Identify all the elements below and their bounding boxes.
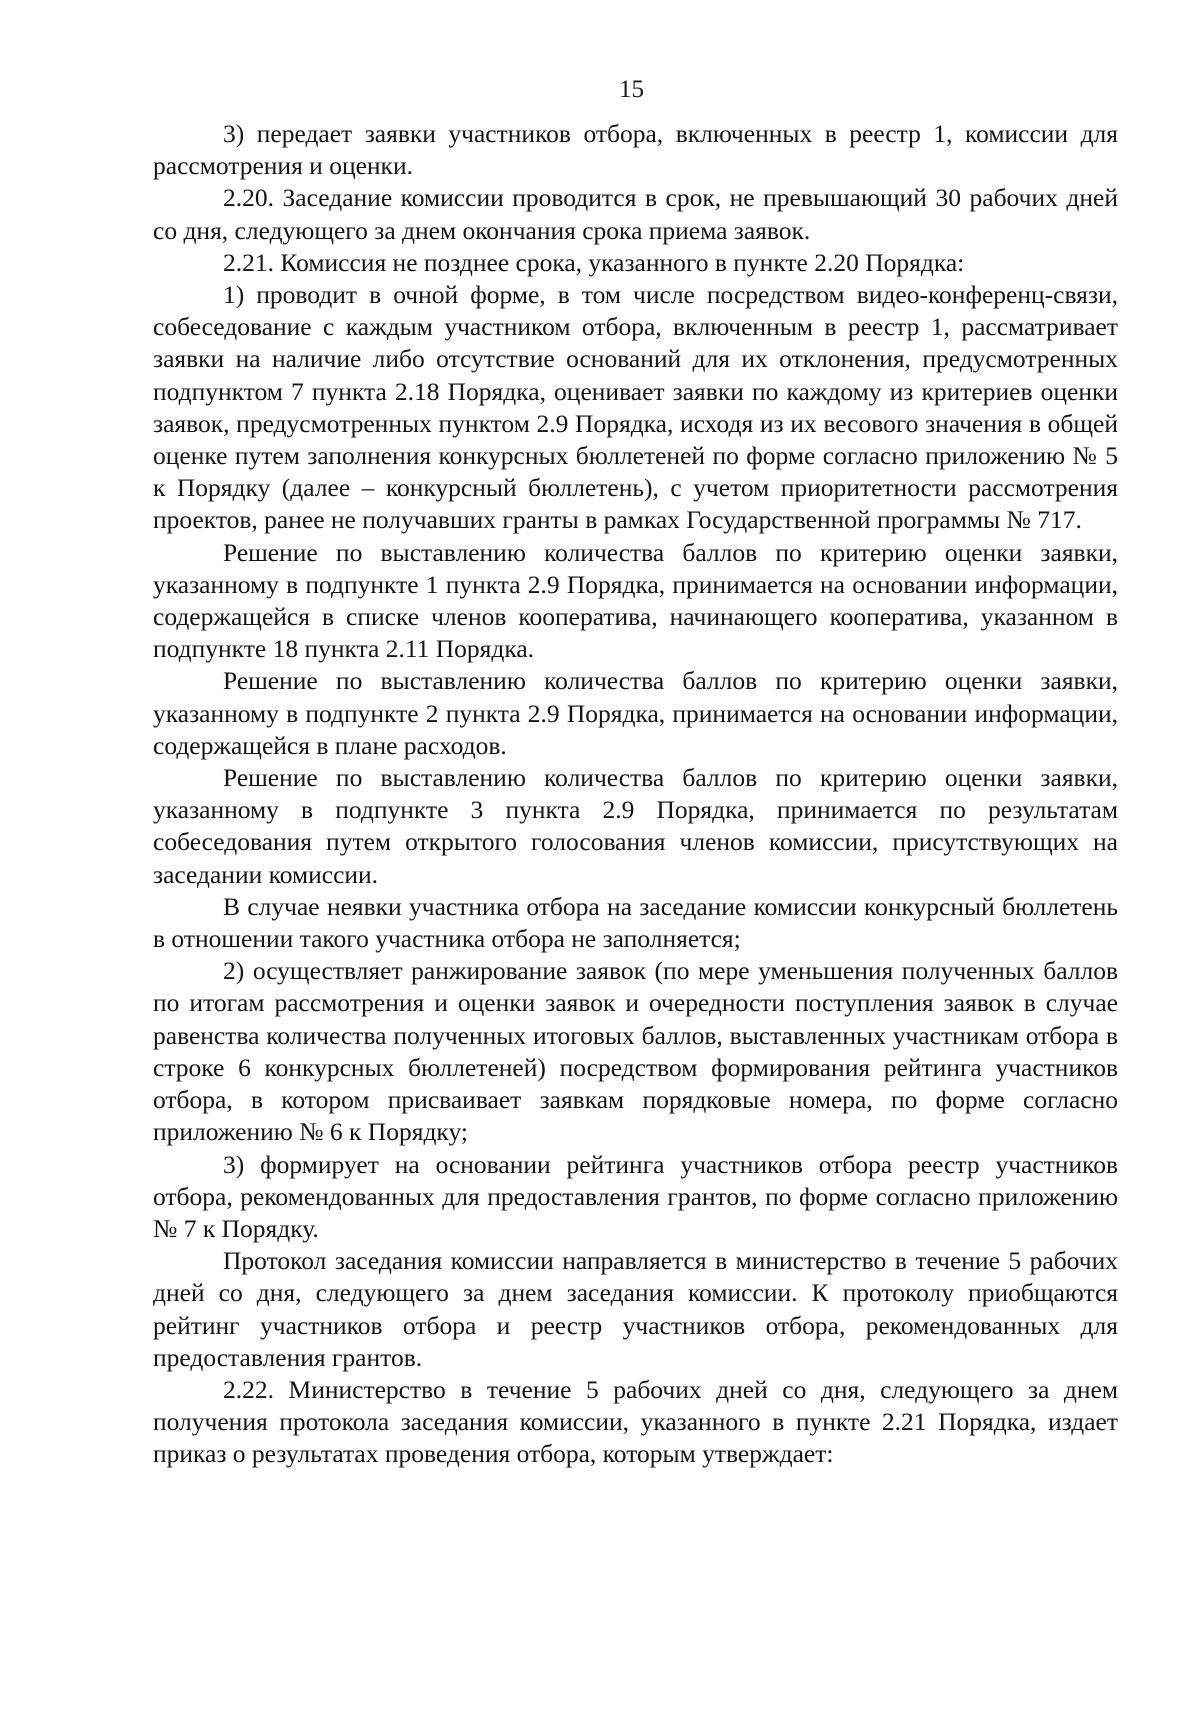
paragraph-item-3-registry: 3) формирует на основании рейтинга участников отбора реестр участников отбора, рекомендованных для предоставления грантов, по форме согласно приложению № 7 к Порядку. [153, 1149, 1118, 1243]
paragraph-criterion-3-decision: Решение по выставлению количества баллов по критерию оценки заявки, указанному в подпункте 3 пункта 2.9 Порядка, принимается по результатам собеседования путем открытого голосования членов комиссии, присутствующих на заседании комиссии. [153, 763, 1118, 889]
paragraph-absence: В случае неявки участника отбора на заседание комиссии конкурсный бюллетень в отношении такого участника отбора не заполняется; [153, 891, 1118, 954]
page-number: 15 [619, 76, 644, 103]
paragraph-protocol: Протокол заседания комиссии направляется в министерство в течение 5 рабочих дней со дня, следующего за днем заседания комиссии. К протоколу приобщаются рейтинг участников отбора и реестр участников отбора, рекомендованных для предоставления грантов. [153, 1246, 1118, 1372]
paragraph-2-22: 2.22. Министерство в течение 5 рабочих дней со дня, следующего за днем получения протокола заседания комиссии, указанного в пункте 2.21 Порядка, издает приказ о результатах проведения отбора, которым утверждает: [153, 1374, 1118, 1469]
paragraph-criterion-1-decision: Решение по выставлению количества баллов по критерию оценки заявки, указанному в подпункте 1 пункта 2.9 Порядка, принимается на основании информации, содержащейся в списке членов кооператива, начинающего кооператива, указанном в подпункте 18 пункта 2.11 Порядка. [153, 537, 1118, 664]
paragraph-item-1-interview: 1) проводит в очной форме, в том числе посредством видео-конференц-связи, собеседование с каждым участником отбора, включенным в реестр 1, рассматривает заявки на наличие либо отсутствие оснований для их отклонения, предусмотренных подпунктом 7 пункта 2.18 Порядка, оценивает заявки по каждому из критериев оценки заявок, предусмотренных пунктом 2.9 Порядка, исходя из их весового значения в общей оценке путем заполнения конкурсных бюллетеней по форме согласно приложению № 5 к Порядку (далее – конкурсный бюллетень), с учетом приоритетности рассмотрения проектов, ранее не получавших гранты в рамках Государственной программы № 717. [153, 280, 1118, 535]
paragraph-item-3-transfer: 3) передает заявки участников отбора, включенных в реестр 1, комиссии для рассмотрения и оценки. [153, 119, 1118, 181]
paragraph-2-20: 2.20. Заседание комиссии проводится в срок, не превышающий 30 рабочих дней со дня, следующего за днем окончания срока приема заявок. [153, 183, 1118, 245]
document-body [153, 118, 1118, 1471]
paragraph-item-2-ranking: 2) осуществляет ранжирование заявок (по мере уменьшения полученных баллов по итогам рассмотрения и оценки заявок и очередности поступления заявок в случае равенства количества полученных итоговых баллов, выставленных участникам отбора в строке 6 конкурсных бюллетеней) посредством формирования рейтинга участников отбора, в котором присваивает заявкам порядковые номера, по форме согласно приложению № 6 к Порядку; [153, 956, 1118, 1147]
paragraph-2-21: 2.21. Комиссия не позднее срока, указанного в пункте 2.20 Порядка: [223, 247, 965, 277]
paragraph-criterion-2-decision: Решение по выставлению количества баллов по критерию оценки заявки, указанному в подпункте 2 пункта 2.9 Порядка, принимается на основании информации, содержащейся в плане расходов. [153, 666, 1118, 760]
